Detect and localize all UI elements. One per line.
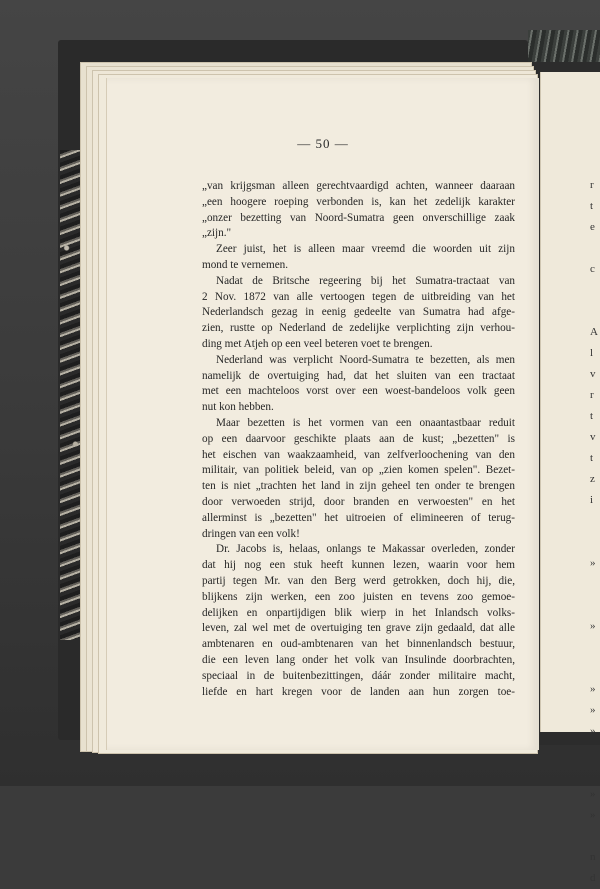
text-line: die een leven lang onder het volk van Insulinde doorbrachten,	[202, 653, 515, 666]
text-line: nut kon hebben.	[202, 401, 274, 414]
text-line: militair, van politiek beleid, van op „zien komen spelen". Bezet-	[202, 464, 515, 477]
text-line: blijkens zijn werken, een zoo juisten en tevens zoo gemoe-	[202, 590, 515, 603]
page-body-text	[202, 179, 515, 700]
text-line: met een machteloos vorst over een woest-bandeloos volk geen	[202, 385, 515, 398]
text-line: Zeer juist, het is alleen maar vreemd die woorden uit zijn	[216, 243, 515, 256]
fragment-char	[590, 595, 600, 616]
fragment-char: r	[590, 179, 594, 191]
fragment-char	[590, 637, 600, 658]
fragment-char: t	[590, 452, 594, 464]
fragment-char: z	[590, 473, 595, 485]
text-line: „zijn."	[202, 227, 232, 240]
fragment-char	[590, 742, 600, 763]
fragment-char	[590, 574, 600, 595]
text-line: speciaal in de buitenbezittingen, dáár zonder militaire macht,	[202, 669, 515, 682]
fragment-char: »	[590, 704, 596, 716]
fragment-char: »	[590, 620, 596, 632]
text-line: het eischen van waakzaamheid, van zelfverloochening van den	[202, 448, 515, 461]
fragment-char: »	[590, 557, 596, 569]
text-line: mond te vernemen.	[202, 258, 289, 271]
text-line: allerminst is „bezetten" het uitroeien of elimineeren of terug-	[202, 511, 515, 524]
text-line: ding met Atjeh op een veel beteren voet te brengen.	[202, 337, 433, 350]
text-line: ambtenaren en oud-ambtenaren van het binnenlandsch bestuur,	[202, 638, 515, 651]
fragment-char	[590, 826, 600, 847]
fragment-char: »	[590, 683, 596, 695]
text-line: „onzer bezetting van Noord-Sumatra geen onverschillige zaak	[202, 211, 515, 224]
text-line: op een daarvoor geschikte plaats aan de kust; „bezetten" is	[202, 432, 515, 445]
text-line: 2 Nov. 1872 van alle vertoogen tegen de uitbreiding van het	[202, 290, 515, 303]
text-line: delijken en onpartijdigen blik wierp in het Inlandsch volks-	[202, 606, 515, 619]
marbled-cover-edge	[60, 150, 82, 640]
fragment-char: d	[590, 872, 596, 884]
fragment-char	[590, 280, 600, 301]
fragment-char: v	[590, 368, 596, 380]
text-line: Nederland was verplicht Noord-Sumatra te bezetten, als men	[216, 353, 515, 366]
fragment-char: n	[590, 851, 596, 863]
text-line: „van krijgsman alleen gerechtvaardigd achten, wanneer daaraan	[202, 180, 515, 192]
fragment-char	[590, 763, 600, 784]
fragment-char	[590, 532, 600, 553]
text-line: Nadat de Britsche regeering bij het Sumatra-tractaat van	[216, 274, 515, 287]
fragment-char: l	[590, 347, 594, 359]
fragment-char	[590, 511, 600, 532]
text-line: „een hoogere roeping verbonden is, kan het zedelijk karakter	[202, 195, 515, 208]
text-line: door verwoeden strijd, door branden en verwoesten" en het	[202, 495, 515, 508]
fragment-char: e	[590, 221, 595, 233]
text-line: dat hij nog een stuk heeft kunnen lezen, waarin voor hem	[202, 559, 515, 572]
text-line: partij tegen Mr. van den Berg werd getrokken, doch hij, die,	[202, 574, 515, 587]
fragment-char: i	[590, 494, 594, 506]
text-line: zien, rustte op Nederland de zedelijke verplichting zijn verhou-	[202, 322, 515, 335]
text-line: Nederlandsch gezag in eenig gedeelte van Sumatra had afge-	[202, 306, 515, 319]
fragment-char: A	[590, 326, 598, 338]
text-line: leven, zal wel met de overtuiging ten grave zijn gedaald, dat alle	[202, 622, 515, 635]
fragment-char: c	[590, 263, 595, 275]
text-line: Maar bezetten is het vormen van een onaantastbaar reduit	[216, 416, 515, 429]
fragment-char: t	[590, 410, 594, 422]
text-line: Dr. Jacobs is, helaas, onlangs te Makassar overleden, zonder	[216, 543, 515, 556]
fragment-char	[590, 238, 600, 259]
adjacent-book-spine-band	[528, 30, 600, 62]
fragment-char: »	[590, 788, 596, 800]
fragment-char: v	[590, 431, 596, 443]
page-number: — 50 —	[297, 136, 349, 151]
text-line: liefde en hart kregen voor de landen aan hun zorgen toe-	[202, 685, 515, 698]
text-line: dringen van een volk!	[202, 527, 300, 540]
fragment-char	[590, 658, 600, 679]
fragment-char: t	[590, 200, 594, 212]
fragment-char	[590, 301, 600, 322]
text-line: namelijk de overtuiging had, dat het sluiten van een tractaat	[202, 369, 515, 382]
fragment-char: »	[590, 725, 596, 737]
adjacent-page-text-fragments	[590, 175, 600, 889]
text-line: ten is niet „trachten het land in zijn geheel ten onder te brengen	[202, 480, 515, 493]
fragment-char: »	[590, 809, 596, 821]
fragment-char: r	[590, 389, 594, 401]
book-page	[106, 78, 539, 750]
